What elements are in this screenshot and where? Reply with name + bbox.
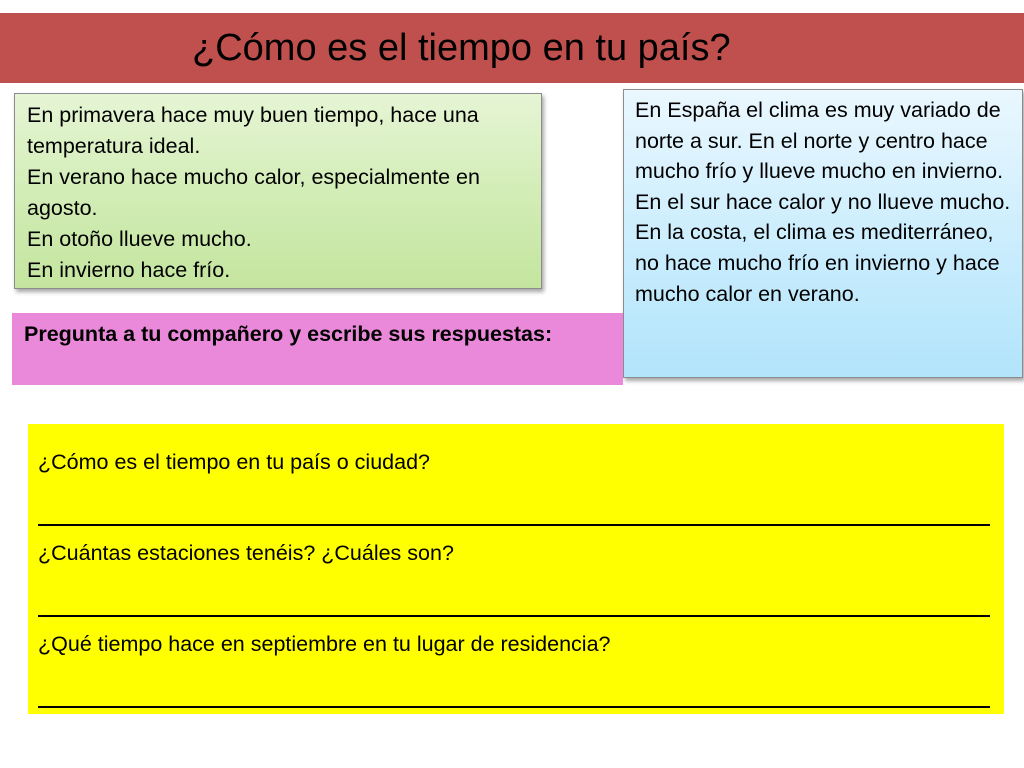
slide-title: ¿Cómo es el tiempo en tu país? <box>192 27 731 69</box>
seasons-line-summer: En verano hace mucho calor, especialmente en agosto. <box>27 165 480 220</box>
title-bar <box>0 13 1024 83</box>
spain-climate-text: En España el clima es muy variado de norte a sur. En el norte y centro hace mucho frío y llueve mucho en invierno. En el sur hace calor y no llueve mucho. En la costa, el clima es mediterráneo, no hace mucho frío en invierno y hace mucho calor en verano. <box>635 98 1011 306</box>
answer-line-1 <box>38 486 1004 532</box>
question-1: ¿Cómo es el tiempo en tu país o ciudad? <box>38 450 430 474</box>
instruction-text: Pregunta a tu compañero y escribe sus respuestas: <box>24 322 553 346</box>
answer-line-2 <box>38 577 1004 623</box>
seasons-line-spring: En primavera hace muy buen tiempo, hace una temperatura ideal. <box>27 103 479 158</box>
seasons-textbox <box>14 93 542 289</box>
question-3: ¿Qué tiempo hace en septiembre en tu lugar de residencia? <box>38 632 611 656</box>
questions-textbox <box>28 424 1004 714</box>
seasons-line-autumn: En otoño llueve mucho. <box>27 227 252 251</box>
answer-line-3 <box>38 668 1004 714</box>
spain-climate-textbox <box>623 89 1023 378</box>
seasons-line-winter: En invierno hace frío. <box>27 258 231 282</box>
question-2: ¿Cuántas estaciones tenéis? ¿Cuáles son? <box>38 541 454 565</box>
instruction-textbox <box>12 313 623 385</box>
